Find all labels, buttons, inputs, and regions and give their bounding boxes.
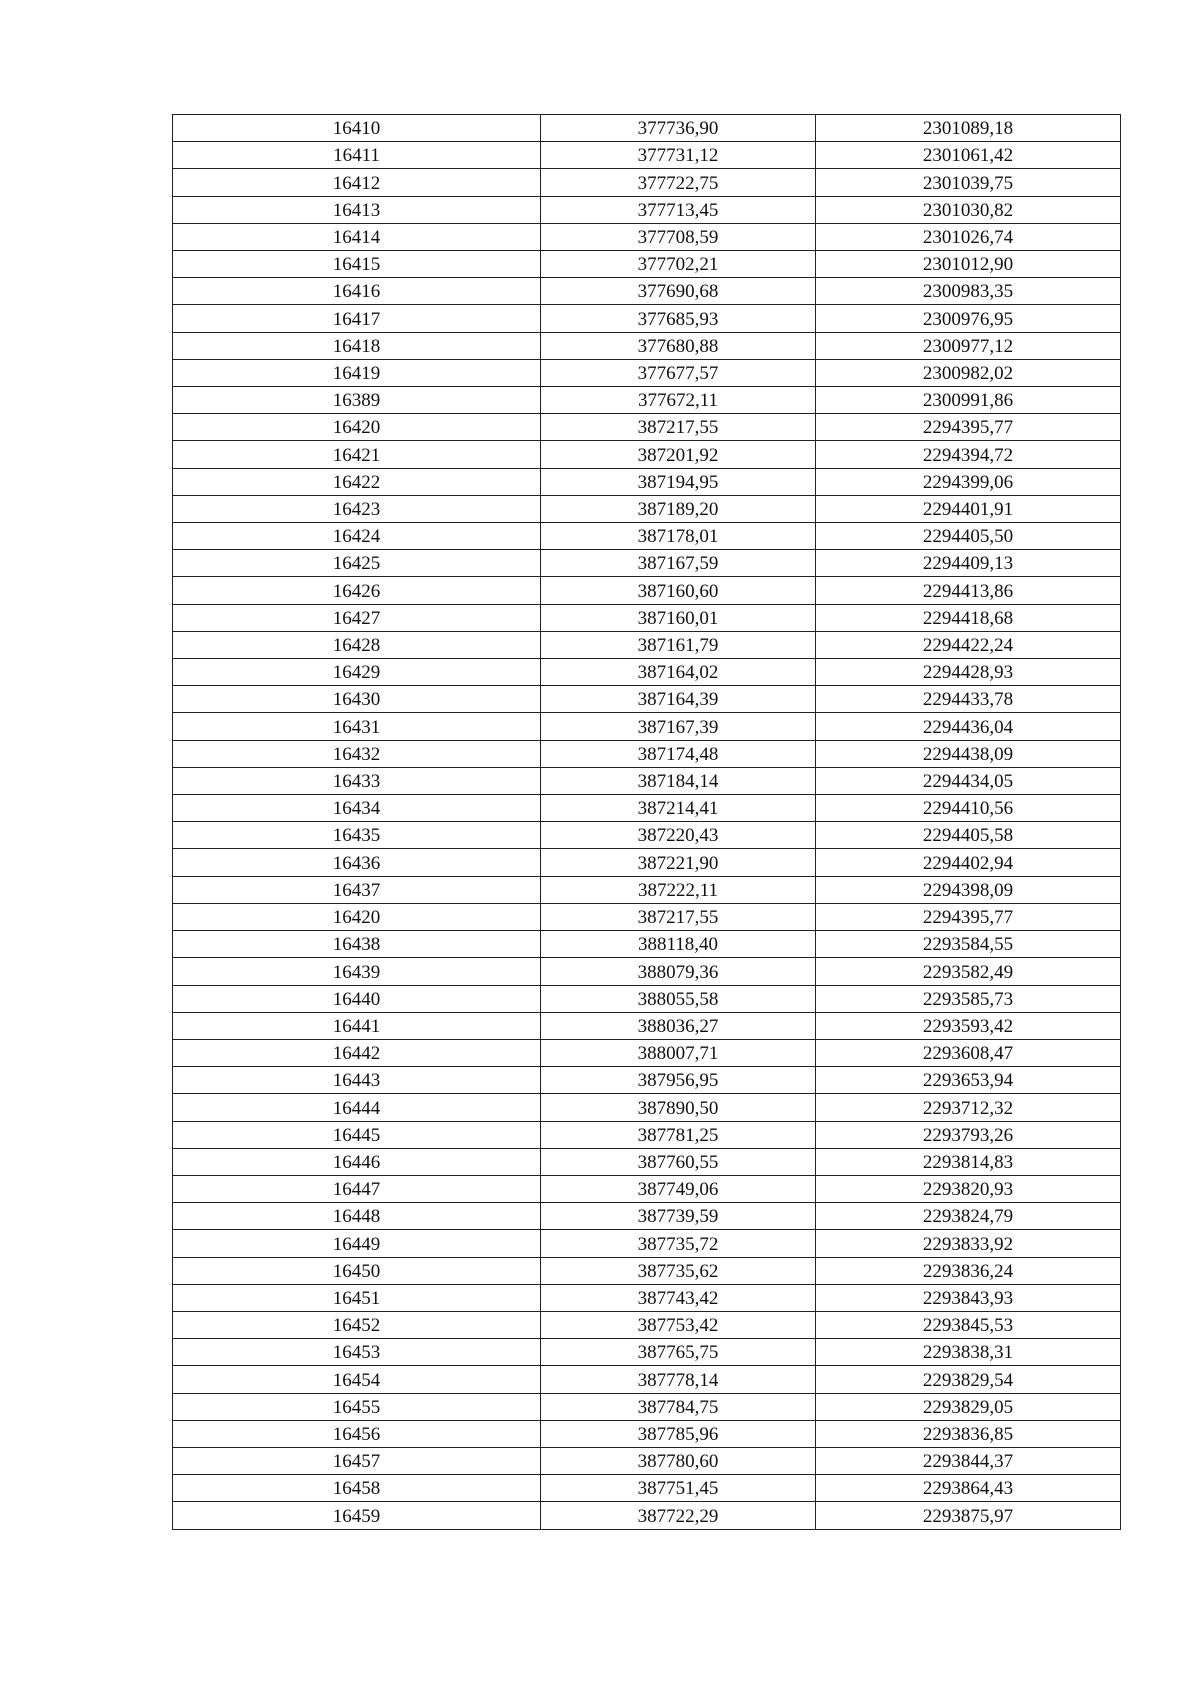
table-row <box>173 686 1121 713</box>
x-coordinate-cell: 387956,95 <box>541 1067 816 1094</box>
point-number-cell: 16427 <box>173 604 541 631</box>
x-coordinate-cell: 387780,60 <box>541 1447 816 1474</box>
table-row <box>173 1339 1121 1366</box>
coordinates-table-body <box>173 115 1121 1530</box>
point-number-cell: 16389 <box>173 387 541 414</box>
x-coordinate-cell: 387785,96 <box>541 1420 816 1447</box>
table-row <box>173 1121 1121 1148</box>
point-number-cell: 16419 <box>173 359 541 386</box>
table-row <box>173 359 1121 386</box>
table-row <box>173 985 1121 1012</box>
point-number-cell: 16433 <box>173 767 541 794</box>
point-number-cell: 16426 <box>173 577 541 604</box>
point-number-cell: 16454 <box>173 1366 541 1393</box>
x-coordinate-cell: 388007,71 <box>541 1039 816 1066</box>
point-number-cell: 16420 <box>173 414 541 441</box>
table-row <box>173 1148 1121 1175</box>
table-row <box>173 1420 1121 1447</box>
x-coordinate-cell: 377713,45 <box>541 196 816 223</box>
table-row <box>173 223 1121 250</box>
table-row <box>173 876 1121 903</box>
table-row <box>173 931 1121 958</box>
table-row <box>173 1311 1121 1338</box>
table-row <box>173 1284 1121 1311</box>
y-coordinate-cell: 2293584,55 <box>816 931 1121 958</box>
x-coordinate-cell: 387749,06 <box>541 1175 816 1202</box>
y-coordinate-cell: 2293824,79 <box>816 1203 1121 1230</box>
x-coordinate-cell: 387201,92 <box>541 441 816 468</box>
x-coordinate-cell: 387174,48 <box>541 740 816 767</box>
point-number-cell: 16411 <box>173 142 541 169</box>
point-number-cell: 16412 <box>173 169 541 196</box>
y-coordinate-cell: 2293833,92 <box>816 1230 1121 1257</box>
table-row <box>173 1502 1121 1529</box>
y-coordinate-cell: 2293585,73 <box>816 985 1121 1012</box>
x-coordinate-cell: 387760,55 <box>541 1148 816 1175</box>
y-coordinate-cell: 2300983,35 <box>816 278 1121 305</box>
x-coordinate-cell: 387222,11 <box>541 876 816 903</box>
y-coordinate-cell: 2293582,49 <box>816 958 1121 985</box>
point-number-cell: 16436 <box>173 849 541 876</box>
point-number-cell: 16432 <box>173 740 541 767</box>
x-coordinate-cell: 377672,11 <box>541 387 816 414</box>
x-coordinate-cell: 387194,95 <box>541 468 816 495</box>
y-coordinate-cell: 2294409,13 <box>816 550 1121 577</box>
x-coordinate-cell: 387778,14 <box>541 1366 816 1393</box>
y-coordinate-cell: 2301012,90 <box>816 251 1121 278</box>
table-row <box>173 169 1121 196</box>
x-coordinate-cell: 377702,21 <box>541 251 816 278</box>
x-coordinate-cell: 387221,90 <box>541 849 816 876</box>
y-coordinate-cell: 2300982,02 <box>816 359 1121 386</box>
table-row <box>173 1393 1121 1420</box>
y-coordinate-cell: 2300991,86 <box>816 387 1121 414</box>
table-row <box>173 115 1121 142</box>
y-coordinate-cell: 2301026,74 <box>816 223 1121 250</box>
table-row <box>173 495 1121 522</box>
x-coordinate-cell: 387178,01 <box>541 523 816 550</box>
point-number-cell: 16437 <box>173 876 541 903</box>
y-coordinate-cell: 2300977,12 <box>816 332 1121 359</box>
y-coordinate-cell: 2294418,68 <box>816 604 1121 631</box>
y-coordinate-cell: 2293593,42 <box>816 1012 1121 1039</box>
table-row <box>173 1475 1121 1502</box>
x-coordinate-cell: 377731,12 <box>541 142 816 169</box>
table-row <box>173 441 1121 468</box>
point-number-cell: 16453 <box>173 1339 541 1366</box>
x-coordinate-cell: 387743,42 <box>541 1284 816 1311</box>
table-row <box>173 251 1121 278</box>
y-coordinate-cell: 2294405,50 <box>816 523 1121 550</box>
y-coordinate-cell: 2301030,82 <box>816 196 1121 223</box>
point-number-cell: 16439 <box>173 958 541 985</box>
point-number-cell: 16422 <box>173 468 541 495</box>
x-coordinate-cell: 387781,25 <box>541 1121 816 1148</box>
point-number-cell: 16458 <box>173 1475 541 1502</box>
point-number-cell: 16415 <box>173 251 541 278</box>
x-coordinate-cell: 388055,58 <box>541 985 816 1012</box>
x-coordinate-cell: 387184,14 <box>541 767 816 794</box>
y-coordinate-cell: 2293875,97 <box>816 1502 1121 1529</box>
point-number-cell: 16425 <box>173 550 541 577</box>
y-coordinate-cell: 2293844,37 <box>816 1447 1121 1474</box>
table-row <box>173 1094 1121 1121</box>
y-coordinate-cell: 2294398,09 <box>816 876 1121 903</box>
y-coordinate-cell: 2294434,05 <box>816 767 1121 794</box>
point-number-cell: 16413 <box>173 196 541 223</box>
y-coordinate-cell: 2293829,05 <box>816 1393 1121 1420</box>
point-number-cell: 16423 <box>173 495 541 522</box>
y-coordinate-cell: 2293608,47 <box>816 1039 1121 1066</box>
x-coordinate-cell: 377722,75 <box>541 169 816 196</box>
point-number-cell: 16450 <box>173 1257 541 1284</box>
table-row <box>173 468 1121 495</box>
y-coordinate-cell: 2294433,78 <box>816 686 1121 713</box>
y-coordinate-cell: 2293845,53 <box>816 1311 1121 1338</box>
point-number-cell: 16424 <box>173 523 541 550</box>
point-number-cell: 16449 <box>173 1230 541 1257</box>
point-number-cell: 16441 <box>173 1012 541 1039</box>
table-row <box>173 713 1121 740</box>
y-coordinate-cell: 2294410,56 <box>816 795 1121 822</box>
x-coordinate-cell: 387167,39 <box>541 713 816 740</box>
table-row <box>173 1447 1121 1474</box>
table-row <box>173 604 1121 631</box>
point-number-cell: 16443 <box>173 1067 541 1094</box>
x-coordinate-cell: 377736,90 <box>541 115 816 142</box>
point-number-cell: 16451 <box>173 1284 541 1311</box>
x-coordinate-cell: 377677,57 <box>541 359 816 386</box>
y-coordinate-cell: 2300976,95 <box>816 305 1121 332</box>
y-coordinate-cell: 2294405,58 <box>816 822 1121 849</box>
y-coordinate-cell: 2294394,72 <box>816 441 1121 468</box>
table-row <box>173 278 1121 305</box>
point-number-cell: 16447 <box>173 1175 541 1202</box>
table-row <box>173 767 1121 794</box>
x-coordinate-cell: 387164,02 <box>541 659 816 686</box>
y-coordinate-cell: 2301089,18 <box>816 115 1121 142</box>
point-number-cell: 16446 <box>173 1148 541 1175</box>
y-coordinate-cell: 2294438,09 <box>816 740 1121 767</box>
x-coordinate-cell: 387214,41 <box>541 795 816 822</box>
table-row <box>173 1067 1121 1094</box>
table-row <box>173 822 1121 849</box>
point-number-cell: 16440 <box>173 985 541 1012</box>
table-row <box>173 577 1121 604</box>
x-coordinate-cell: 388036,27 <box>541 1012 816 1039</box>
table-row <box>173 550 1121 577</box>
table-row <box>173 1203 1121 1230</box>
y-coordinate-cell: 2293793,26 <box>816 1121 1121 1148</box>
x-coordinate-cell: 387751,45 <box>541 1475 816 1502</box>
y-coordinate-cell: 2293864,43 <box>816 1475 1121 1502</box>
x-coordinate-cell: 387784,75 <box>541 1393 816 1420</box>
x-coordinate-cell: 387735,72 <box>541 1230 816 1257</box>
table-row <box>173 958 1121 985</box>
x-coordinate-cell: 387722,29 <box>541 1502 816 1529</box>
y-coordinate-cell: 2294428,93 <box>816 659 1121 686</box>
y-coordinate-cell: 2293712,32 <box>816 1094 1121 1121</box>
x-coordinate-cell: 387160,60 <box>541 577 816 604</box>
point-number-cell: 16444 <box>173 1094 541 1121</box>
point-number-cell: 16455 <box>173 1393 541 1420</box>
x-coordinate-cell: 377708,59 <box>541 223 816 250</box>
y-coordinate-cell: 2294395,77 <box>816 903 1121 930</box>
x-coordinate-cell: 387753,42 <box>541 1311 816 1338</box>
coordinates-table <box>172 114 1121 1530</box>
point-number-cell: 16442 <box>173 1039 541 1066</box>
point-number-cell: 16431 <box>173 713 541 740</box>
table-row <box>173 740 1121 767</box>
table-row <box>173 903 1121 930</box>
x-coordinate-cell: 387161,79 <box>541 631 816 658</box>
x-coordinate-cell: 387217,55 <box>541 903 816 930</box>
x-coordinate-cell: 387220,43 <box>541 822 816 849</box>
y-coordinate-cell: 2293843,93 <box>816 1284 1121 1311</box>
y-coordinate-cell: 2293820,93 <box>816 1175 1121 1202</box>
x-coordinate-cell: 387160,01 <box>541 604 816 631</box>
table-row <box>173 332 1121 359</box>
point-number-cell: 16420 <box>173 903 541 930</box>
y-coordinate-cell: 2293838,31 <box>816 1339 1121 1366</box>
point-number-cell: 16414 <box>173 223 541 250</box>
point-number-cell: 16421 <box>173 441 541 468</box>
point-number-cell: 16429 <box>173 659 541 686</box>
y-coordinate-cell: 2294413,86 <box>816 577 1121 604</box>
table-row <box>173 387 1121 414</box>
table-row <box>173 1366 1121 1393</box>
point-number-cell: 16428 <box>173 631 541 658</box>
table-row <box>173 1175 1121 1202</box>
table-row <box>173 196 1121 223</box>
table-row <box>173 1230 1121 1257</box>
y-coordinate-cell: 2301039,75 <box>816 169 1121 196</box>
point-number-cell: 16434 <box>173 795 541 822</box>
point-number-cell: 16445 <box>173 1121 541 1148</box>
table-row <box>173 523 1121 550</box>
table-row <box>173 1039 1121 1066</box>
y-coordinate-cell: 2293836,85 <box>816 1420 1121 1447</box>
table-row <box>173 414 1121 441</box>
point-number-cell: 16417 <box>173 305 541 332</box>
point-number-cell: 16459 <box>173 1502 541 1529</box>
x-coordinate-cell: 377690,68 <box>541 278 816 305</box>
x-coordinate-cell: 388118,40 <box>541 931 816 958</box>
y-coordinate-cell: 2293829,54 <box>816 1366 1121 1393</box>
x-coordinate-cell: 377685,93 <box>541 305 816 332</box>
table-row <box>173 142 1121 169</box>
point-number-cell: 16448 <box>173 1203 541 1230</box>
x-coordinate-cell: 387164,39 <box>541 686 816 713</box>
table-row <box>173 849 1121 876</box>
x-coordinate-cell: 387735,62 <box>541 1257 816 1284</box>
x-coordinate-cell: 377680,88 <box>541 332 816 359</box>
x-coordinate-cell: 387739,59 <box>541 1203 816 1230</box>
y-coordinate-cell: 2301061,42 <box>816 142 1121 169</box>
point-number-cell: 16452 <box>173 1311 541 1338</box>
x-coordinate-cell: 388079,36 <box>541 958 816 985</box>
y-coordinate-cell: 2294399,06 <box>816 468 1121 495</box>
table-row <box>173 795 1121 822</box>
point-number-cell: 16416 <box>173 278 541 305</box>
point-number-cell: 16457 <box>173 1447 541 1474</box>
y-coordinate-cell: 2293836,24 <box>816 1257 1121 1284</box>
point-number-cell: 16456 <box>173 1420 541 1447</box>
y-coordinate-cell: 2294436,04 <box>816 713 1121 740</box>
x-coordinate-cell: 387189,20 <box>541 495 816 522</box>
x-coordinate-cell: 387890,50 <box>541 1094 816 1121</box>
y-coordinate-cell: 2293653,94 <box>816 1067 1121 1094</box>
y-coordinate-cell: 2294422,24 <box>816 631 1121 658</box>
point-number-cell: 16430 <box>173 686 541 713</box>
y-coordinate-cell: 2293814,83 <box>816 1148 1121 1175</box>
x-coordinate-cell: 387217,55 <box>541 414 816 441</box>
y-coordinate-cell: 2294401,91 <box>816 495 1121 522</box>
x-coordinate-cell: 387167,59 <box>541 550 816 577</box>
point-number-cell: 16438 <box>173 931 541 958</box>
table-row <box>173 659 1121 686</box>
point-number-cell: 16410 <box>173 115 541 142</box>
table-row <box>173 631 1121 658</box>
x-coordinate-cell: 387765,75 <box>541 1339 816 1366</box>
y-coordinate-cell: 2294402,94 <box>816 849 1121 876</box>
table-row <box>173 305 1121 332</box>
y-coordinate-cell: 2294395,77 <box>816 414 1121 441</box>
table-row <box>173 1257 1121 1284</box>
point-number-cell: 16418 <box>173 332 541 359</box>
table-row <box>173 1012 1121 1039</box>
point-number-cell: 16435 <box>173 822 541 849</box>
